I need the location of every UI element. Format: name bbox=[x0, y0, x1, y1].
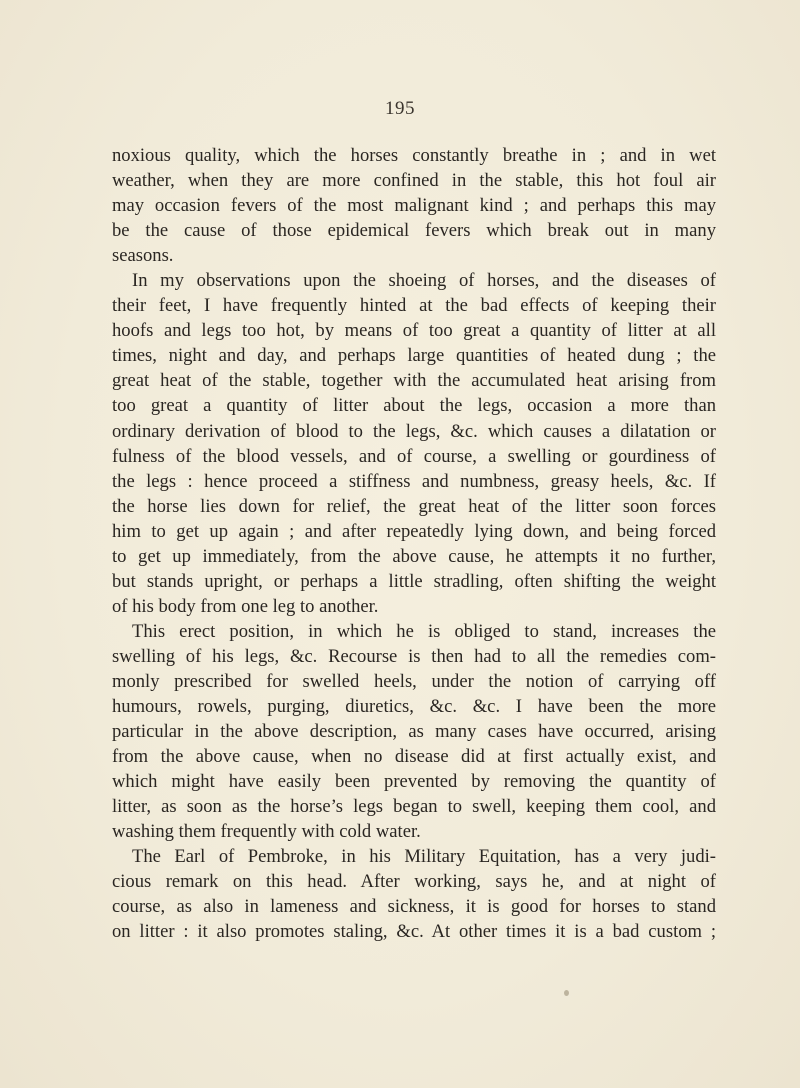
text-line: swelling of his legs, &c. Recourse is then had to all the remedies com- bbox=[112, 645, 716, 667]
text-line: monly prescribed for swelled heels, under the notion of carrying off bbox=[112, 670, 716, 692]
text-line: which might have easily been prevented by removing the quantity of bbox=[112, 771, 716, 793]
text-line: litter, as soon as the horse’s legs began to swell, keeping them cool, and bbox=[112, 796, 716, 818]
body-text bbox=[112, 143, 716, 945]
text-line: course, as also in lameness and sickness, it is good for horses to stand bbox=[112, 896, 716, 918]
text-line: ordinary derivation of blood to the legs, &c. which causes a dilatation or bbox=[112, 420, 716, 442]
page-number: 195 bbox=[385, 98, 415, 119]
text-line: him to get up again ; and after repeatedly lying down, and being forced bbox=[112, 520, 716, 542]
text-line: humours, rowels, purging, diuretics, &c. &c. I have been the more bbox=[112, 696, 716, 718]
text-line: on litter : it also promotes staling, &c. At other times it is a bad custom ; bbox=[112, 921, 716, 943]
text-line: fulness of the blood vessels, and of course, a swelling or gourdiness of bbox=[112, 445, 716, 467]
text-line: too great a quantity of litter about the legs, occasion a more than bbox=[112, 395, 716, 417]
text-line: the legs : hence proceed a stiffness and numbness, greasy heels, &c. If bbox=[112, 470, 716, 492]
text-line: In my observations upon the shoeing of horses, and the diseases of bbox=[132, 270, 716, 292]
text-line: be the cause of those epidemical fevers which break out in many bbox=[112, 220, 716, 242]
paragraph-2 bbox=[112, 268, 716, 619]
text-line: may occasion fevers of the most malignant kind ; and perhaps this may bbox=[112, 195, 716, 217]
text-line: from the above cause, when no disease did at first actually exist, and bbox=[112, 746, 716, 768]
paper-speck bbox=[564, 990, 569, 996]
text-line: seasons. bbox=[112, 245, 174, 267]
text-line: the horse lies down for relief, the great heat of the litter soon forces bbox=[112, 495, 716, 517]
text-line: times, night and day, and perhaps large quantities of heated dung ; the bbox=[112, 345, 716, 367]
text-line: great heat of the stable, together with the accumulated heat arising from bbox=[112, 370, 716, 392]
paragraph-4 bbox=[112, 844, 716, 944]
text-line: weather, when they are more confined in the stable, this hot foul air bbox=[112, 170, 716, 192]
text-line: to get up immediately, from the above cause, he attempts it no further, bbox=[112, 545, 716, 567]
text-line: their feet, I have frequently hinted at the bad effects of keeping their bbox=[112, 295, 716, 317]
paragraph-3 bbox=[112, 619, 716, 844]
text-line: cious remark on this head. After working, says he, and at night of bbox=[112, 871, 716, 893]
text-line: of his body from one leg to another. bbox=[112, 595, 379, 617]
text-line: but stands upright, or perhaps a little stradling, often shifting the weight bbox=[112, 570, 716, 592]
paragraph-1 bbox=[112, 143, 716, 268]
text-line: The Earl of Pembroke, in his Military Equitation, has a very judi- bbox=[132, 846, 716, 868]
text-line: particular in the above description, as many cases have occurred, arising bbox=[112, 721, 716, 743]
text-line: This erect position, in which he is obliged to stand, increases the bbox=[132, 620, 716, 642]
text-line: washing them frequently with cold water. bbox=[112, 821, 421, 843]
text-line: noxious quality, which the horses constantly breathe in ; and in wet bbox=[112, 145, 716, 166]
text-line: hoofs and legs too hot, by means of too great a quantity of litter at all bbox=[112, 320, 716, 342]
